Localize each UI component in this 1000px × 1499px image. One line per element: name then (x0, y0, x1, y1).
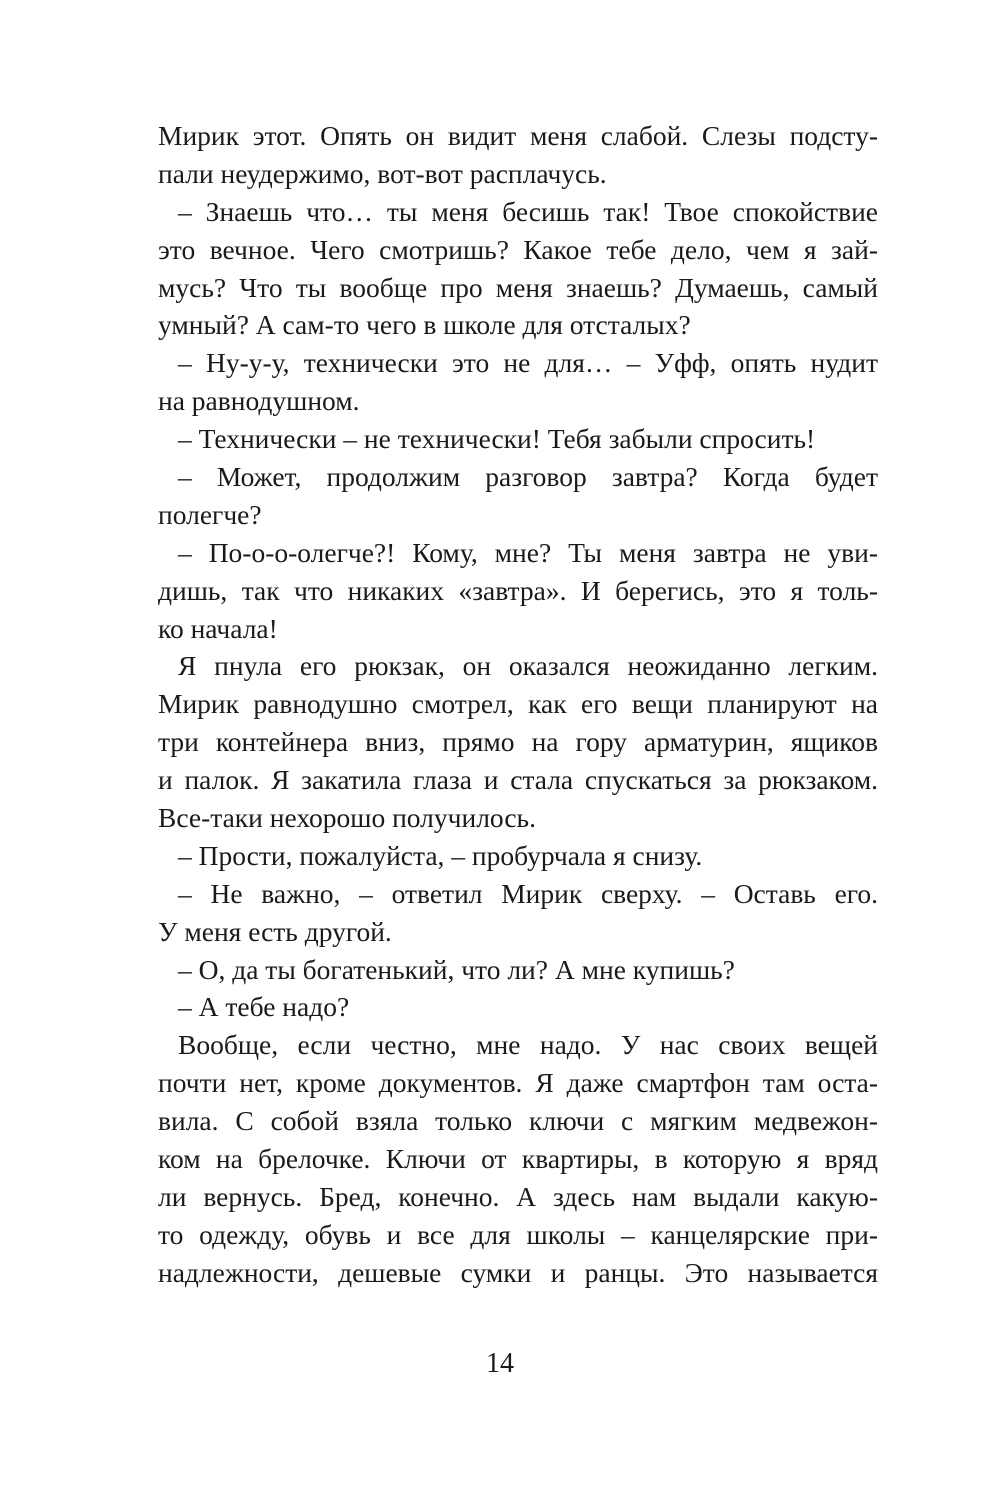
text-line: Мирик этот. Опять он видит меня слабой. Слезы подсту- (158, 120, 878, 151)
text-line: – Прости, пожалуйста, – пробурчала я снизу. (178, 839, 703, 871)
text-line: У меня есть другой. (158, 915, 392, 947)
text-line: – О, да ты богатенький, что ли? А мне купишь? (178, 953, 735, 985)
text-line: ли вернусь. Бред, конечно. А здесь нам выдали какую- (158, 1180, 878, 1212)
text-line: Я пнула его рюкзак, он оказался неожиданно легким. (178, 650, 878, 682)
text-line: надлежности, дешевые сумки и ранцы. Это называется (158, 1256, 878, 1288)
text-line: – Знаешь что… ты меня бесишь так! Твое спокойствие (178, 195, 878, 227)
text-line: полегче? (158, 498, 262, 530)
text-line: мусь? Что ты вообще про меня знаешь? Думаешь, самый (158, 271, 878, 303)
text-line: – Технически – не технически! Тебя забыли спросить! (178, 423, 816, 455)
text-line: – Не важно, – ответил Мирик сверху. – Оставь его. (178, 877, 878, 909)
text-line: Вообще, если честно, мне надо. У нас своих вещей (178, 1029, 878, 1061)
text-line: почти нет, кроме документов. Я даже смартфон там оста- (158, 1067, 878, 1099)
body-text (158, 117, 878, 1292)
text-line: – По-о-о-олегче?! Кому, мне? Ты меня завтра не уви- (178, 536, 878, 568)
text-line: пали неудержимо, вот-вот расплачусь. (158, 157, 607, 189)
text-line: Все-таки нехорошо получилось. (158, 802, 536, 834)
text-line: и палок. Я закатила глаза и стала спускаться за рюкзаком. (158, 764, 878, 796)
text-line: на равнодушном. (158, 385, 360, 417)
text-line: – Может, продолжим разговор завтра? Когда будет (178, 461, 878, 493)
text-line: вила. С собой взяла только ключи с мягким медвежон- (158, 1105, 878, 1137)
text-line: ко начала! (158, 612, 278, 644)
text-line: три контейнера вниз, прямо на гору арматурин, ящиков (158, 726, 878, 758)
text-line: – А тебе надо? (178, 991, 350, 1023)
page-number: 14 (486, 1348, 514, 1379)
text-line: Мирик равнодушно смотрел, как его вещи планируют на (158, 688, 878, 720)
text-line: то одежду, обувь и все для школы – канцелярские при- (158, 1218, 878, 1250)
text-line: ком на брелочке. Ключи от квартиры, в которую я вряд (158, 1143, 878, 1175)
text-line: умный? А сам-то чего в школе для отсталых? (158, 309, 691, 341)
text-line: дишь, так что никаких «завтра». И берегись, это я толь- (158, 574, 878, 606)
text-line: это вечное. Чего смотришь? Какое тебе дело, чем я зай- (158, 233, 878, 265)
text-line: – Ну-у-у, технически это не для… – Уфф, опять нудит (178, 347, 878, 379)
